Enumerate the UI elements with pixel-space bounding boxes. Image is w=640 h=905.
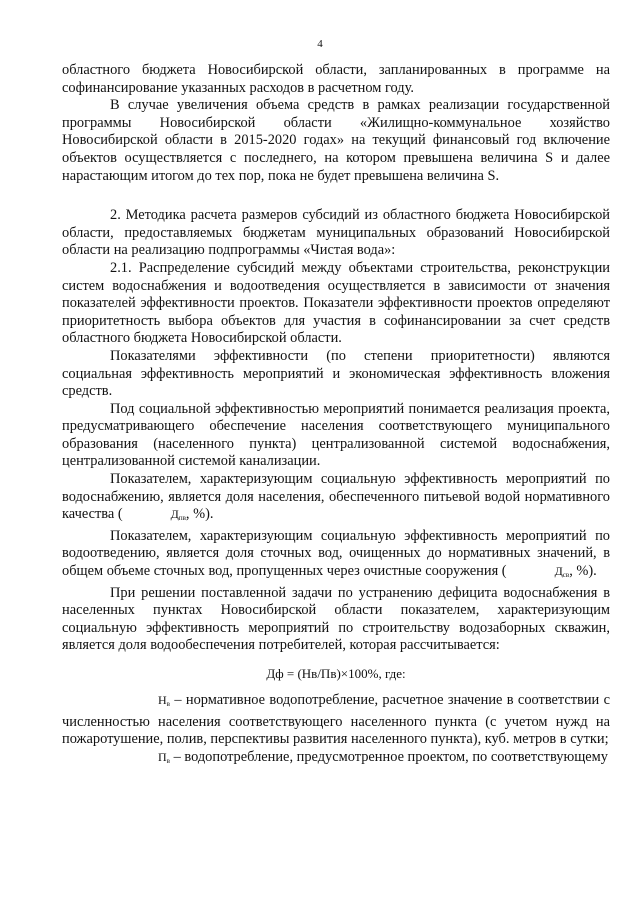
page-number: 4 [317,38,323,50]
formula-water-provision: Дф = (Нв/Пв)×100%, где: [266,666,406,681]
formula-subscript: в [166,700,170,708]
paragraph-text: Показателем, характеризующим социальную эффективность мероприятий по водоотведению, является доля сточных вод, очищенных до нормативных значений, в общем объеме сточных вод, пропущенных через очистные сооружения ( [62,527,610,580]
formula-subscript: св [562,571,570,580]
paragraph-budget-cofinancing: областного бюджета Новосибирской области, запланированных в программе на софинансирование указанных расходов в расчетном году. [62,62,610,96]
paragraph-normative-consumption [62,692,610,749]
paragraph-text-end: , %). [569,563,597,580]
section-heading-methodology: 2. Методика расчета размеров субсидий из областного бюджета Новосибирской области, предоставляемых бюджетам муниципальных образований Новосибирской области на реализацию подпрограммы «Чистая вода»: [62,207,610,259]
formula-gap-top [62,655,610,665]
paragraph-efficiency-indicators: Показателями эффективности (по степени приоритетности) являются социальная эффективность мероприятий и экономическая эффективность вложения средств. [62,347,610,400]
paragraph-text: – водопотребление, предусмотренное проектом, по соответствующему [169,748,608,765]
paragraph-text: – нормативное водопотребление, расчетное значение в соответствии с численностью населения соответствующего населенного пункта (с учетом нужд на пожаротушение, полив, перспективы развития населенного пункта), куб. метров в сутки; [62,692,610,748]
section-gap [62,185,610,207]
paragraph-project-consumption [62,749,610,771]
paragraph-wastewater-indicator [62,528,610,585]
paragraph-water-deficit: При решении поставленной задачи по устранению дефицита водоснабжения в населенных пунктах Новосибирской области показателем, характеризующим социальную эффективность мероприятий по строительству водозаборных скважин, является доля водообеспечения потребителей, которая рассчитывается: [62,584,610,654]
paragraph-subsidy-distribution: 2.1. Распределение субсидий между объектами строительства, реконструкции систем водоснабжения и водоотведения осуществляется в зависимости от значения показателей эффективности проектов. Показатели эффективности проектов определяют приоритетность выбора объектов для участия в софинансировании за счет средств областного бюджета Новосибирской области. [62,259,610,347]
paragraph-funding-increase: В случае увеличения объема средств в рамках реализации государственной программы Новосибирской области «Жилищно-коммунальное хозяйство Новосибирской области в 2015-2020 годах» на текущий финансовый год включение объектов осуществляется с последнего, на котором превышена величина S и далее нарастающим итогом до тех пор, пока не будет превышена величина S. [62,97,610,184]
formula-symbol: $Н_в$ [158,693,170,708]
formula-subscript: пв [178,514,186,523]
formula-gap-bottom [62,682,610,692]
paragraph-text-end: , %). [185,506,214,523]
formula-symbol: $П_в$ [158,749,170,765]
paragraph-water-supply-indicator [62,471,610,528]
formula-subscript: в [166,756,170,765]
paragraph-text: Показателем, характеризующим социальную эффективность мероприятий по водоснабжению, является доля населения, обеспеченного питьевой водой нормативного качества ( [62,471,610,523]
formula-symbol: $Д_{пв}$ [170,507,186,523]
paragraph-social-efficiency: Под социальной эффективностью мероприятий понимается реализация проекта, предусматривающего обеспечение населения соответствующего муниципального образования (населенного пункта) централизованной системой водоснабжения, централизованной системой канализации. [62,400,610,470]
document-body [62,62,610,770]
formula-symbol: $Д_{св}$ [554,564,570,580]
